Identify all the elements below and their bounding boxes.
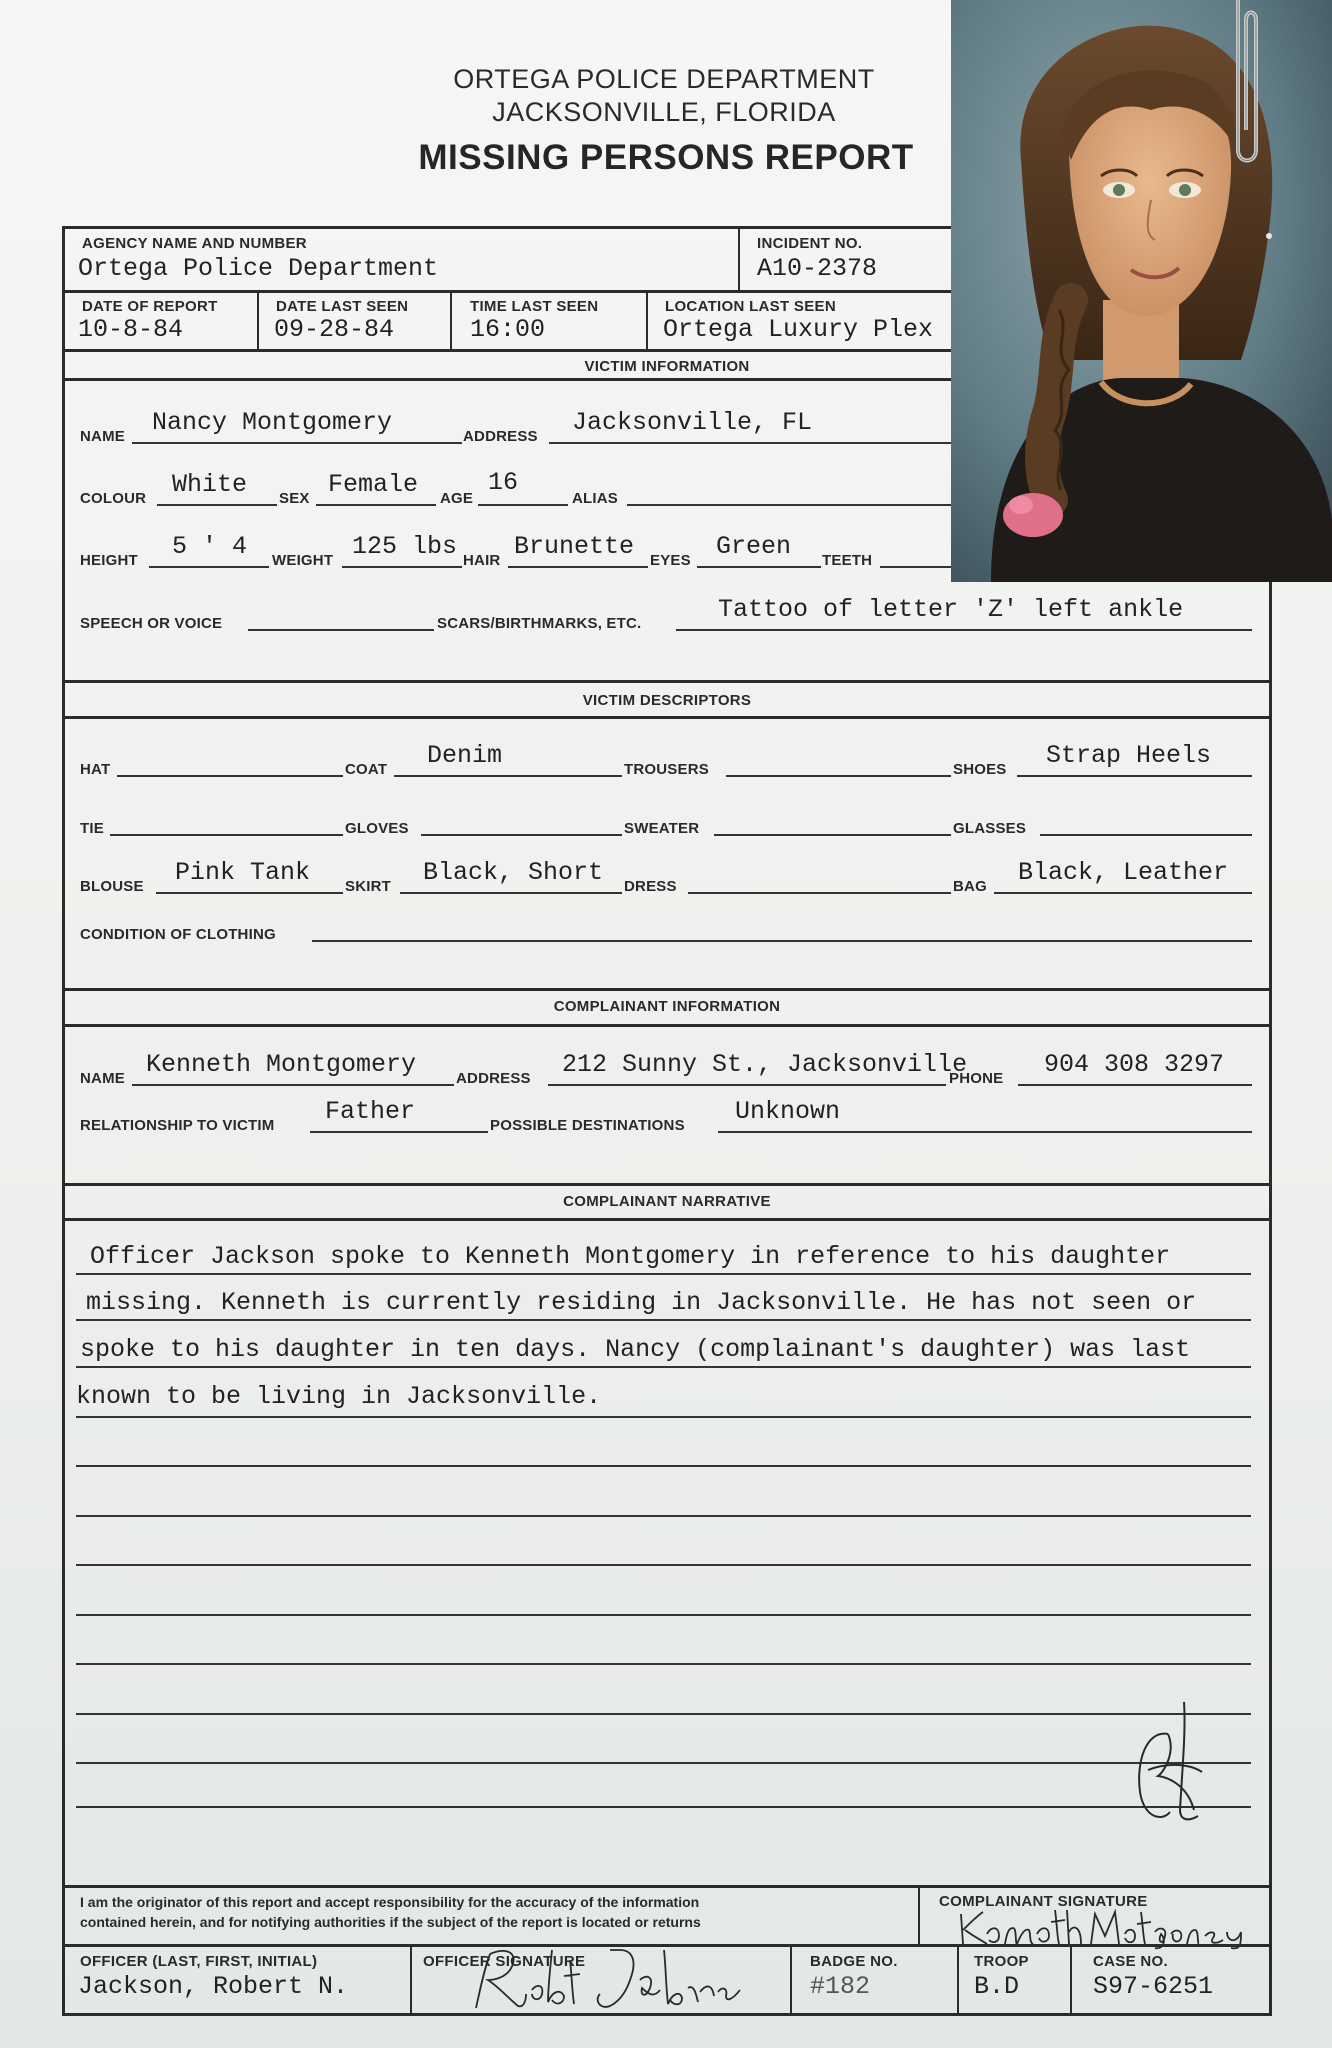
line (1040, 834, 1252, 836)
complainant-name-label: NAME (80, 1070, 125, 1087)
divider (62, 1218, 1272, 1221)
divider (62, 1885, 1272, 1888)
divider (62, 680, 1272, 683)
narrative-rule (76, 1366, 1251, 1368)
narrative-rule (76, 1806, 1251, 1808)
coat-value: Denim (427, 741, 503, 770)
narrative-line: missing. Kenneth is currently residing in Jacksonville. He has not seen or (86, 1288, 1197, 1317)
victim-name-label: NAME (80, 428, 125, 445)
divider (738, 226, 740, 290)
line (1018, 1084, 1252, 1086)
department-name: ORTEGA POLICE DEPARTMENT (453, 64, 875, 94)
line (156, 892, 343, 894)
line (714, 834, 951, 836)
line (149, 566, 269, 568)
eyes-label: EYES (650, 552, 691, 569)
line (312, 940, 1252, 942)
line (688, 892, 951, 894)
trousers-label: TROUSERS (624, 761, 709, 778)
tie-label: TIE (80, 820, 104, 837)
officer-signature-label: OFFICER SIGNATURE (423, 1953, 586, 1970)
bag-label: BAG (953, 878, 987, 895)
line (548, 1084, 946, 1086)
line (110, 834, 343, 836)
complainant-name-value: Kenneth Montgomery (146, 1050, 417, 1079)
incident-value: A10-2378 (757, 254, 878, 283)
narrative-rule (76, 1515, 1251, 1517)
narrative-line: Officer Jackson spoke to Kenneth Montgomery in reference to his daughter (90, 1242, 1171, 1271)
speech-label: SPEECH OR VOICE (80, 615, 223, 632)
officer-value: Jackson, Robert N. (78, 1972, 349, 2001)
disclaimer-line-2: contained herein, and for notifying authorities if the subject of the report is located or returns (80, 1914, 701, 1930)
narrative-section-title: COMPLAINANT NARRATIVE (563, 1193, 771, 1210)
divider (918, 1885, 920, 1944)
bag-value: Black, Leather (1018, 858, 1229, 887)
line (421, 834, 622, 836)
narrative-line: known to be living in Jacksonville. (76, 1382, 602, 1411)
colour-value: White (172, 470, 248, 499)
hair-label: HAIR (463, 552, 501, 569)
glasses-label: GLASSES (953, 820, 1027, 837)
line (676, 629, 1252, 631)
divider (62, 1183, 1272, 1186)
sex-value: Female (328, 470, 419, 499)
line (157, 504, 277, 506)
troop-label: TROOP (974, 1953, 1029, 1970)
narrative-rule (76, 1319, 1251, 1321)
line (400, 892, 622, 894)
narrative-line: spoke to his daughter in ten days. Nancy (complainant's daughter) was last (80, 1335, 1191, 1364)
line (726, 775, 951, 777)
divider (62, 988, 1272, 991)
divider (957, 1944, 959, 2016)
report-title: MISSING PERSONS REPORT (418, 138, 914, 177)
line (394, 775, 622, 777)
line (316, 504, 436, 506)
narrative-rule (76, 1713, 1251, 1715)
shoes-value: Strap Heels (1046, 741, 1212, 770)
hat-label: HAT (80, 761, 111, 778)
officer-label: OFFICER (LAST, FIRST, INITIAL) (80, 1953, 318, 1970)
date-seen-value: 09-28-84 (274, 315, 395, 344)
divider (646, 290, 648, 349)
narrative-rule (76, 1273, 1251, 1275)
case-label: CASE NO. (1093, 1953, 1168, 1970)
department-city: JACKSONVILLE, FLORIDA (492, 97, 836, 127)
sex-label: SEX (279, 490, 310, 507)
line (132, 442, 462, 444)
date-report-value: 10-8-84 (78, 315, 184, 344)
line (132, 1084, 454, 1086)
hair-value: Brunette (514, 532, 635, 561)
disclaimer-line-1: I am the originator of this report and accept responsibility for the accuracy of the information (80, 1894, 700, 1910)
divider (62, 1024, 1272, 1027)
line (342, 566, 462, 568)
sweater-label: SWEATER (624, 820, 700, 837)
height-label: HEIGHT (80, 552, 138, 569)
divider (410, 1944, 412, 2016)
blouse-label: BLOUSE (80, 878, 144, 895)
badge-label: BADGE NO. (810, 1953, 898, 1970)
line (718, 1131, 1252, 1133)
divider (1070, 1944, 1072, 2016)
narrative-rule (76, 1564, 1251, 1566)
victim-name-value: Nancy Montgomery (152, 408, 393, 437)
alias-label: ALIAS (572, 490, 618, 507)
scars-label: SCARS/BIRTHMARKS, ETC. (437, 615, 642, 632)
line (697, 566, 821, 568)
incident-label: INCIDENT NO. (757, 235, 863, 252)
height-value: 5 ' 4 (172, 532, 248, 561)
paperclip-icon (1228, 0, 1266, 170)
phone-value: 904 308 3297 (1044, 1050, 1225, 1079)
skirt-label: SKIRT (345, 878, 391, 895)
weight-label: WEIGHT (272, 552, 334, 569)
weight-value: 125 lbs (352, 532, 458, 561)
relationship-label: RELATIONSHIP TO VICTIM (80, 1117, 275, 1134)
complainant-signature-label: COMPLAINANT SIGNATURE (939, 1893, 1148, 1910)
blouse-value: Pink Tank (175, 858, 311, 887)
victim-photo (951, 0, 1332, 582)
narrative-rule (76, 1416, 1251, 1418)
condition-label: CONDITION OF CLOTHING (80, 926, 276, 943)
gloves-label: GLOVES (345, 820, 409, 837)
line (508, 566, 648, 568)
narrative-rule (76, 1465, 1251, 1467)
line (117, 775, 343, 777)
date-seen-label: DATE LAST SEEN (276, 298, 409, 315)
troop-value: B.D (974, 1972, 1020, 2001)
teeth-label: TEETH (822, 552, 873, 569)
line (478, 504, 568, 506)
skirt-value: Black, Short (423, 858, 604, 887)
dress-label: DRESS (624, 878, 677, 895)
line (310, 1131, 488, 1133)
agency-label: AGENCY NAME AND NUMBER (82, 235, 307, 252)
complainant-address-label: ADDRESS (456, 1070, 531, 1087)
line (1017, 775, 1252, 777)
age-value: 16 (488, 468, 519, 497)
victim-address-value: Jacksonville, FL (572, 408, 813, 437)
complainant-section-title: COMPLAINANT INFORMATION (553, 998, 781, 1015)
location-label: LOCATION LAST SEEN (665, 298, 836, 315)
line (994, 892, 1252, 894)
case-value: S97-6251 (1093, 1972, 1214, 2001)
narrative-rule (76, 1762, 1251, 1764)
destinations-label: POSSIBLE DESTINATIONS (490, 1117, 685, 1134)
officer-signature (460, 1940, 790, 2016)
shoes-label: SHOES (953, 761, 1007, 778)
badge-value: #182 (810, 1972, 871, 2001)
destinations-value: Unknown (735, 1097, 841, 1126)
victim-address-label: ADDRESS (463, 428, 538, 445)
agency-value: Ortega Police Department (78, 254, 439, 283)
scars-value: Tattoo of letter 'Z' left ankle (718, 595, 1184, 624)
eyes-value: Green (716, 532, 792, 561)
divider (790, 1944, 792, 2016)
time-seen-label: TIME LAST SEEN (470, 298, 599, 315)
age-label: AGE (440, 490, 474, 507)
narrative-rule (76, 1663, 1251, 1665)
colour-label: COLOUR (80, 490, 147, 507)
line (248, 629, 434, 631)
victim-section-title: VICTIM INFORMATION (584, 358, 750, 375)
officer-initials-mark (1128, 1692, 1212, 1828)
narrative-rule (76, 1614, 1251, 1616)
complainant-signature (955, 1904, 1267, 1950)
time-seen-value: 16:00 (470, 315, 546, 344)
descriptors-section-title: VICTIM DESCRIPTORS (582, 692, 752, 709)
location-value: Ortega Luxury Plex (663, 315, 934, 344)
date-report-label: DATE OF REPORT (82, 298, 218, 315)
divider (62, 716, 1272, 719)
complainant-address-value: 212 Sunny St., Jacksonville (562, 1050, 968, 1079)
divider (257, 290, 259, 349)
relationship-value: Father (325, 1097, 416, 1126)
divider (450, 290, 452, 349)
phone-label: PHONE (949, 1070, 1004, 1087)
coat-label: COAT (345, 761, 388, 778)
